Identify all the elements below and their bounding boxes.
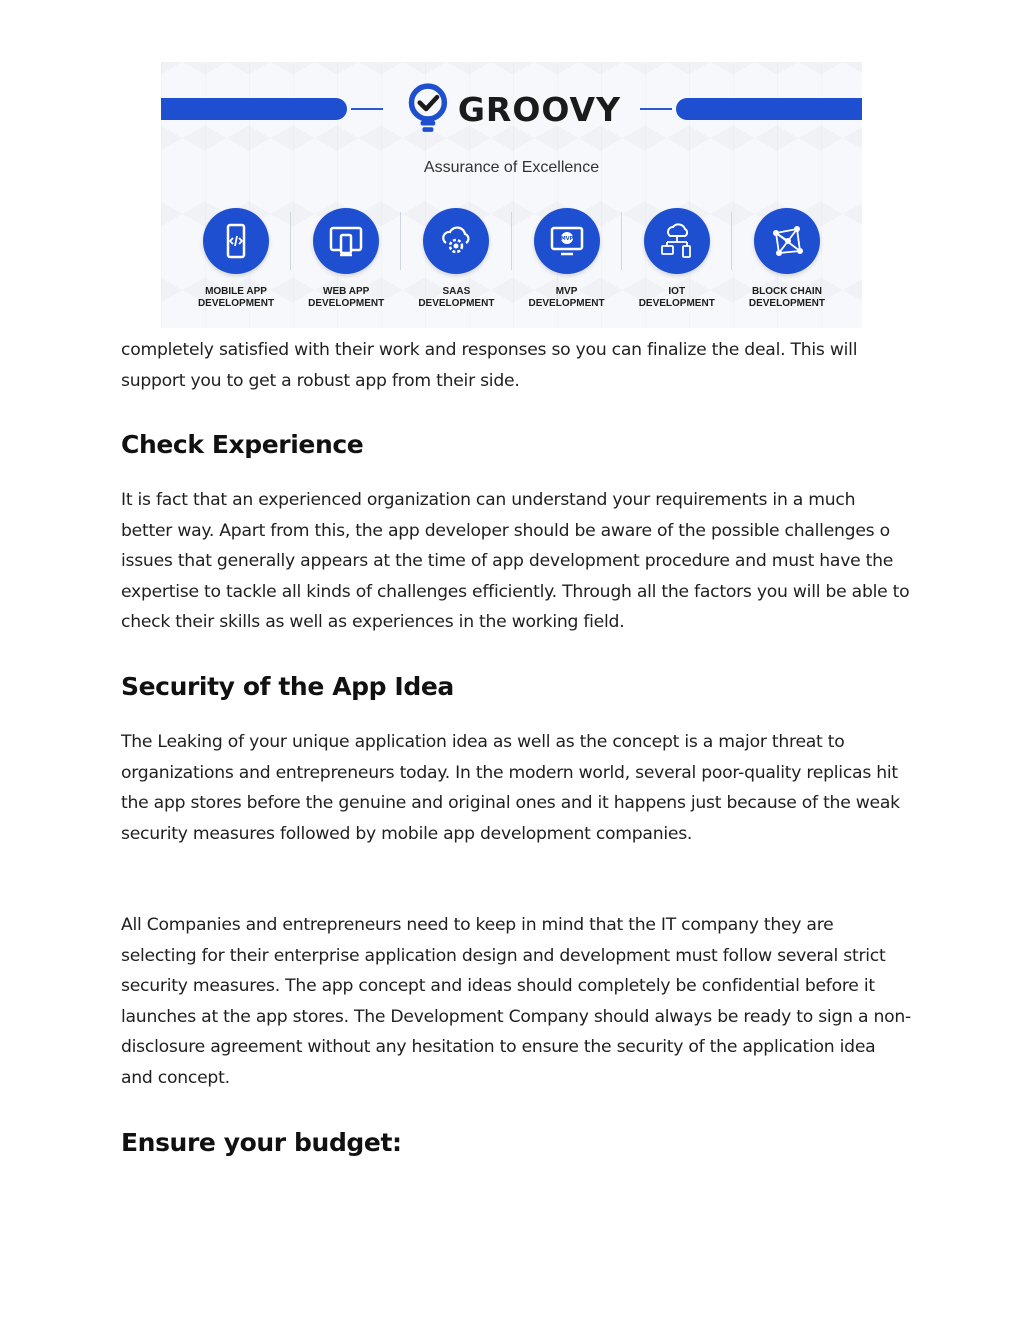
banner-right-line: [640, 108, 672, 110]
intro-paragraph: completely satisfied with their work and responses so you can finalize the deal. This will support you to get a robust app from their side.: [121, 340, 858, 391]
service-mvp: [512, 204, 622, 324]
blockchain-network-icon: [767, 221, 807, 261]
heading-security-app-idea: Security of the App Idea: [121, 672, 454, 701]
services-row: [181, 204, 842, 324]
lightbulb-check-icon: [406, 80, 450, 138]
service-web-app: [291, 204, 401, 324]
tagline: Assurance of Excellence: [423, 159, 600, 176]
cloud-gear-icon: [436, 221, 476, 261]
service-blockchain: [732, 204, 842, 324]
service-saas: [401, 204, 511, 324]
service-label: MOBILE APP DEVELOPMENT: [197, 286, 275, 309]
paragraph-check-experience: It is fact that an experienced organization can understand your requirements in a much better way. Apart from this, the app developer should be aware of the possible challenges o issues that generally appears at the time of app development procedure and must have the expertise to tackle all kinds of challenges efficiently. Through all the factors you will be able to check their skills as well as experiences in the working field.: [121, 490, 910, 632]
groovy-banner: [161, 62, 862, 328]
heading-ensure-budget: Ensure your budget:: [121, 1128, 402, 1157]
web-app-icon: [326, 221, 366, 261]
service-label: SAAS DEVELOPMENT: [418, 286, 495, 309]
service-label: BLOCK CHAIN DEVELOPMENT: [748, 286, 825, 309]
banner-left-line: [351, 108, 383, 110]
iot-cloud-devices-icon: [657, 221, 697, 261]
service-label: WEB APP DEVELOPMENT: [308, 286, 385, 309]
heading-check-experience: Check Experience: [121, 430, 364, 459]
service-iot: [622, 204, 732, 324]
service-mobile-app: [181, 204, 291, 324]
groovy-logo: [406, 80, 621, 138]
brand-name: GROOVY: [457, 89, 621, 129]
paragraph-security-2: All Companies and entrepreneurs need to keep in mind that the IT company they are selecting for their enterprise application design and development must follow several strict security measures. The app concept and ideas should completely be confidential before it launches at the app stores. The Development Company should always be ready to sign a non-disclosure agreement without any hesitation to ensure the security of the application idea and concept.: [121, 915, 911, 1088]
mobile-code-icon: [216, 221, 256, 261]
mvp-monitor-icon: [547, 221, 587, 261]
paragraph-security-1: The Leaking of your unique application idea as well as the concept is a major threat to organizations and entrepreneurs today. In the modern world, several poor-quality replicas hit the app stores before the genuine and original ones and it happens just because of the weak security measures followed by mobile app development companies.: [121, 732, 900, 844]
svg-text:MVP: MVP: [560, 236, 573, 242]
banner-right-bar: [676, 98, 862, 120]
service-label: IOT DEVELOPMENT: [638, 286, 715, 309]
service-label: MVP DEVELOPMENT: [528, 286, 605, 309]
banner-left-bar: [161, 98, 347, 120]
